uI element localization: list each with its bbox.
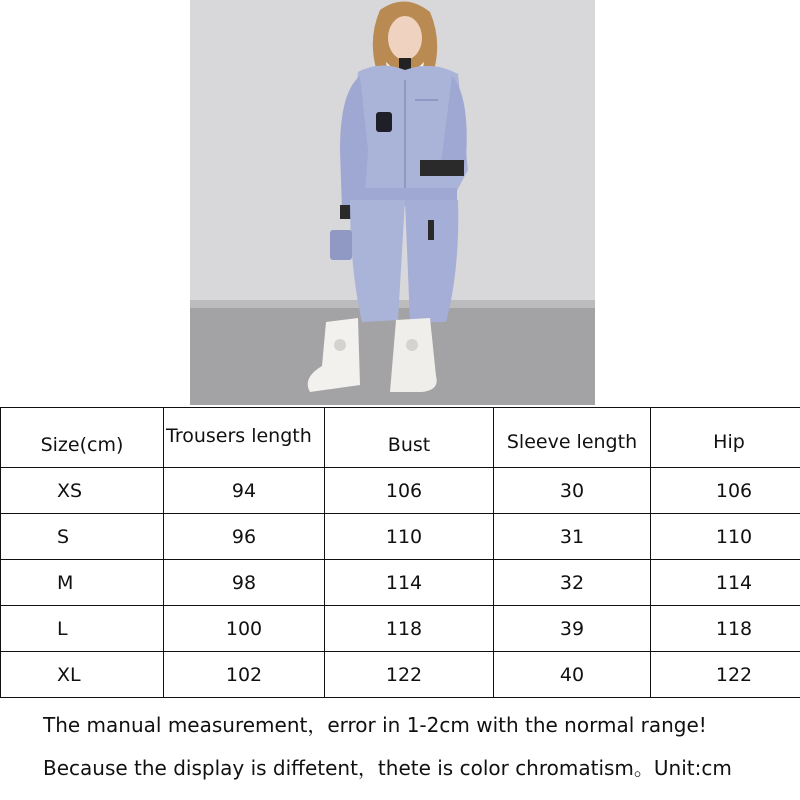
boot-right <box>390 318 437 392</box>
sleeve-cell: 31 <box>494 514 651 560</box>
size-cell: XS <box>1 468 164 514</box>
size-cell: M <box>1 560 164 606</box>
cargo-pocket <box>330 230 352 260</box>
header-trousers-length: Trousers length <box>164 408 325 468</box>
hip-cell: 110 <box>651 514 800 560</box>
table-row <box>1 652 800 698</box>
bust-cell: 110 <box>325 514 494 560</box>
product-photo <box>190 0 595 405</box>
color-unit-note: Because the display is diffetent，thete is color chromatism。Unit:cm <box>43 756 732 780</box>
size-cell: XL <box>1 652 164 698</box>
table-row <box>1 606 800 652</box>
header-sleeve-length: Sleeve length <box>494 408 651 468</box>
hip-cell: 118 <box>651 606 800 652</box>
hip-cell: 106 <box>651 468 800 514</box>
table-row <box>1 468 800 514</box>
model-illustration <box>190 0 595 405</box>
hip-cell: 114 <box>651 560 800 606</box>
header-size: Size(cm) <box>1 408 164 468</box>
hip-cell: 122 <box>651 652 800 698</box>
trousers-cell: 94 <box>164 468 325 514</box>
trousers-cell: 100 <box>164 606 325 652</box>
suit-leg-left <box>350 200 405 322</box>
size-chart-table <box>0 407 800 698</box>
suit-leg-right <box>405 200 458 322</box>
header-bust: Bust <box>325 408 494 468</box>
bust-cell: 114 <box>325 560 494 606</box>
sleeve-cell: 39 <box>494 606 651 652</box>
trousers-cell: 98 <box>164 560 325 606</box>
sleeve-cell: 40 <box>494 652 651 698</box>
face <box>388 16 422 60</box>
table-header-row <box>1 408 800 468</box>
size-cell: S <box>1 514 164 560</box>
sleeve-cell: 30 <box>494 468 651 514</box>
size-cell: L <box>1 606 164 652</box>
bust-cell: 106 <box>325 468 494 514</box>
sleeve-cell: 32 <box>494 560 651 606</box>
trousers-cell: 96 <box>164 514 325 560</box>
table-row <box>1 560 800 606</box>
bust-cell: 122 <box>325 652 494 698</box>
suit-badge <box>376 112 392 132</box>
trousers-cell: 102 <box>164 652 325 698</box>
header-hip: Hip <box>651 408 800 468</box>
measurement-note: The manual measurement，error in 1-2cm with the normal range! <box>43 713 707 737</box>
table-row <box>1 514 800 560</box>
bust-cell: 118 <box>325 606 494 652</box>
